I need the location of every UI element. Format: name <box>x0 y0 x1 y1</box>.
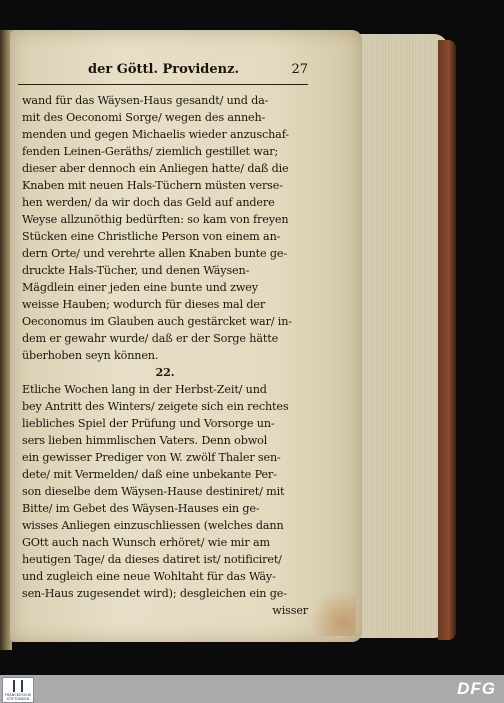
text-line: dete/ mit Vermelden/ daß eine unbekante Per- <box>22 468 277 481</box>
text-line: Knaben mit neuen Hals-Tüchern müsten verse- <box>22 179 283 192</box>
building-icon <box>13 680 23 692</box>
text-line: wand für das Wäysen-Haus gesandt/ und da- <box>22 94 269 107</box>
text-line: Bitte/ im Gebet des Wäysen-Hauses ein ge- <box>22 502 260 515</box>
text-line: Oeconomus im Glauben auch gestärcket war/ in- <box>22 315 292 328</box>
dfg-logo[interactable]: DFG <box>457 679 496 698</box>
page-header <box>18 62 308 82</box>
body-text <box>22 92 308 619</box>
text-line: wisser <box>272 604 308 617</box>
text-line: ein gewisser Prediger von W. zwölf Thaler sen- <box>22 451 281 464</box>
text-line: Stücken eine Christliche Person von einem an- <box>22 230 281 243</box>
text-line: liebliches Spiel der Prüfung und Vorsorge un- <box>22 417 275 430</box>
text-line: dieser aber dennoch ein Anliegen hatte/ daß die <box>22 162 289 175</box>
text-line: mit des Oeconomi Sorge/ wegen des anneh- <box>22 111 266 124</box>
text-line: wisses Anliegen einzuschliessen (welches dann <box>22 519 284 532</box>
viewer-footer <box>0 675 504 703</box>
text-line: weisse Hauben; wodurch für dieses mal der <box>22 298 266 311</box>
text-line: überhoben seyn können. <box>22 349 159 362</box>
text-line: dem er gewahr wurde/ daß er der Sorge hätte <box>22 332 279 345</box>
book-cover-edge <box>438 40 456 640</box>
text-line: sers lieben himmlischen Vaters. Denn obwol <box>22 434 268 447</box>
text-line: son dieselbe dem Wäysen-Hause destiniret/ mit <box>22 485 285 498</box>
foundation-logo[interactable] <box>2 677 34 703</box>
text-line: Weyse allzunöthig bedürften: so kam von freyen <box>22 213 289 226</box>
text-line: dern Orte/ und verehrte allen Knaben bunte ge- <box>22 247 288 260</box>
text-line: fenden Leinen-Geräths/ ziemlich gestillet war; <box>22 145 279 158</box>
text-line: bey Antritt des Winters/ zeigete sich ein rechtes <box>22 400 289 413</box>
text-line: GOtt auch nach Wunsch erhöret/ wie mir am <box>22 536 270 549</box>
page-block-edges <box>352 34 448 638</box>
text-line: heutigen Tage/ da dieses datiret ist/ notificiret/ <box>22 553 282 566</box>
text-line: Mägdlein einer jeden eine bunte und zwey <box>22 281 258 294</box>
text-line: hen werden/ da wir doch das Geld auf andere <box>22 196 275 209</box>
text-line: druckte Hals-Tücher, und denen Wäysen- <box>22 264 250 277</box>
text-line: und zugleich eine neue Wohltaht für das Wäy- <box>22 570 276 583</box>
running-head: der Göttl. Providenz. <box>88 62 240 77</box>
header-rule <box>18 84 308 85</box>
text-line: Etliche Wochen lang in der Herbst-Zeit/ und <box>22 383 267 396</box>
logo-text: FRANCKESCHE STIFTUNGEN <box>4 693 32 701</box>
page-stain <box>310 590 356 636</box>
page-number: 27 <box>291 62 308 77</box>
text-line: menden und gegen Michaelis wieder anzuschaf- <box>22 128 289 141</box>
section-number: 22. <box>155 365 175 379</box>
text-line: sen-Haus zugesendet wird); desgleichen ein ge- <box>22 587 287 600</box>
